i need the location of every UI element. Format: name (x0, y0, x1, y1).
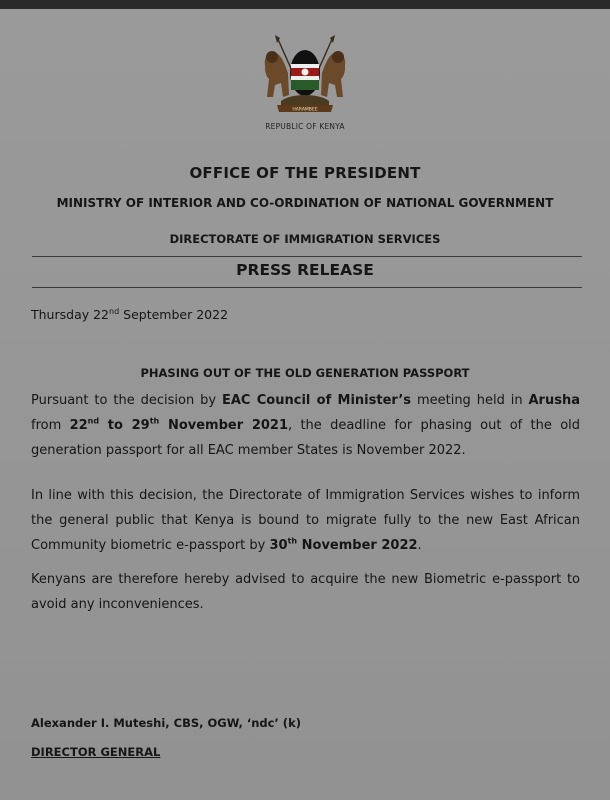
emblem-motto: HARAMBEE (292, 107, 318, 113)
subject-heading: PHASING OUT OF THE OLD GENERATION PASSPORT (140, 366, 470, 380)
divider-top (32, 256, 582, 257)
republic-label: REPUBLIC OF KENYA (265, 122, 345, 131)
directorate-heading: DIRECTORATE OF IMMIGRATION SERVICES (169, 232, 441, 246)
bold-run: 30 (269, 538, 288, 553)
ministry-heading: MINISTRY OF INTERIOR AND CO-ORDINATION OF NATIONAL GOVERNMENT (56, 196, 554, 210)
text-run: . (417, 538, 422, 553)
top-dark-strip (0, 0, 610, 9)
text-run: In line with this decision, the Directorate of Immigration Services wishes to inform the general public that Kenya is bound to migrate fully to the new East African Community biometric e-passport by (31, 488, 580, 553)
text-run: from (31, 418, 70, 433)
signatory-name: Alexander I. Muteshi, CBS, OGW, ‘ndc’ (k) (31, 716, 301, 730)
date-day: 22 (93, 307, 110, 322)
press-release-title: PRESS RELEASE (236, 261, 374, 279)
signatory-title: DIRECTOR GENERAL (31, 745, 161, 759)
office-heading: OFFICE OF THE PRESIDENT (189, 164, 421, 182)
text-run: Pursuant to the decision by (31, 393, 222, 408)
release-date (31, 307, 228, 322)
coat-of-arms-icon (255, 35, 355, 117)
ordinal-run: th (287, 536, 298, 546)
date-ordinal: nd (109, 306, 120, 316)
paragraph-migration (31, 483, 580, 558)
ordinal-run: th (149, 416, 160, 426)
bold-run: November 2021 (159, 418, 289, 433)
divider-bottom (32, 287, 582, 288)
date-month-year: September 2022 (119, 307, 229, 322)
bold-run: November 2022 (297, 538, 418, 553)
ordinal-run: nd (87, 416, 100, 426)
bold-run: 22 (69, 418, 88, 433)
bold-run: Arusha (528, 393, 580, 408)
date-weekday: Thursday (31, 307, 94, 322)
text-run: meeting held in (411, 393, 529, 408)
bold-run: EAC Council of Minister’s (221, 393, 412, 408)
text-run: , the deadline for phasing out of the old generation passport for all EAC member States is November 2022. (31, 418, 581, 458)
bold-run: to 29 (99, 418, 150, 433)
paragraph-decision (31, 388, 580, 463)
paragraph-advice: Kenyans are therefore hereby advised to acquire the new Biometric e-passport to avoid any inconveniences. (31, 572, 580, 612)
